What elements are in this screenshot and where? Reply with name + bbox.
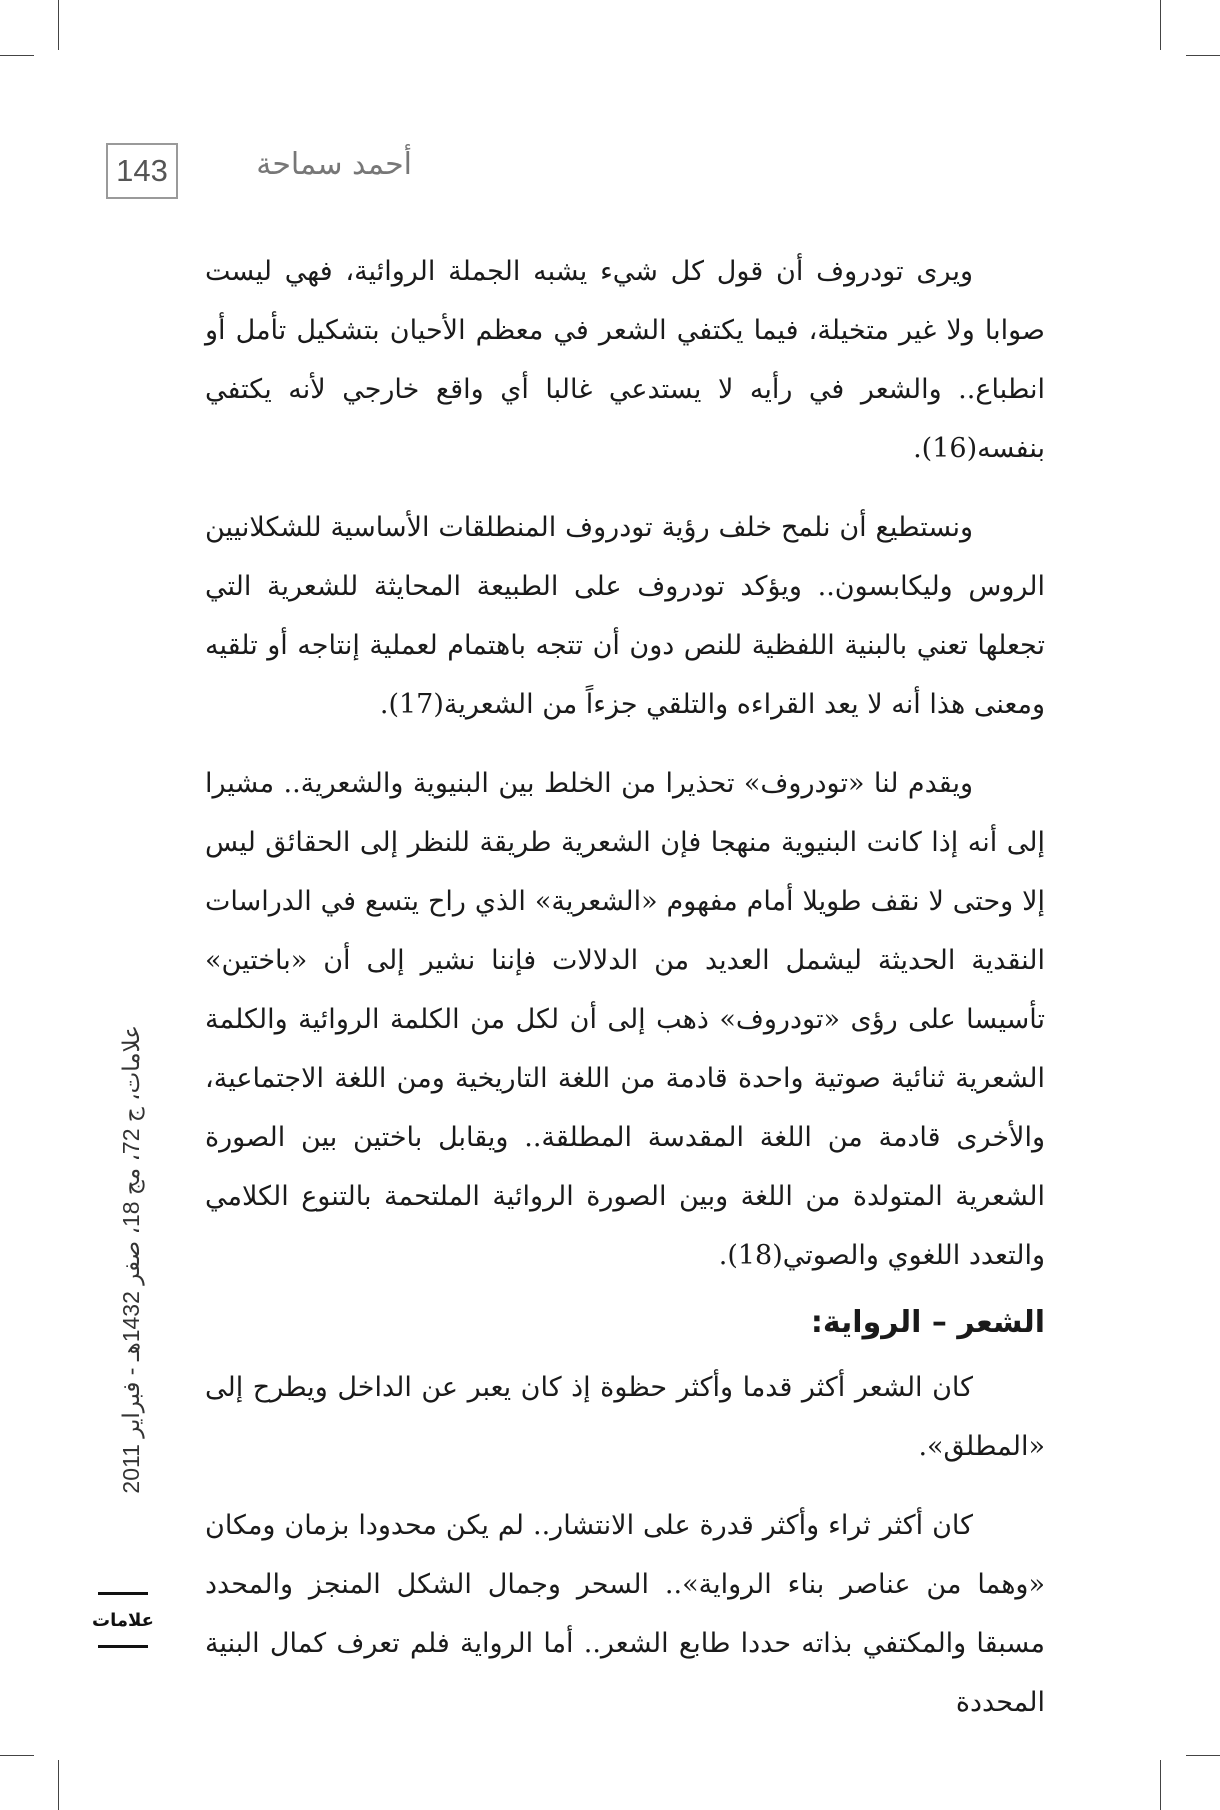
paragraph-text: كان الشعر أكثر قدما وأكثر حظوة إذ كان يعبر عن الداخل ويطرح إلى «المطلق».	[205, 1372, 1045, 1462]
paragraph	[205, 1358, 1045, 1476]
crop-mark	[58, 0, 59, 50]
crop-mark	[1186, 1755, 1220, 1756]
body-text	[205, 242, 1045, 1752]
paragraph-text: ويرى تودروف أن قول كل شيء يشبه الجملة الروائية، فهي ليست صوابا ولا غير متخيلة، فيما يكتفي الشعر في معظم الأحيان بتشكيل تأمل أو انطباع.. والشعر في رأيه لا يستدعي غالبا أي واقع خارجي لأنه يكتفي بنفسه(16).	[205, 256, 1045, 464]
paragraph-text: ونستطيع أن نلمح خلف رؤية تودروف المنطلقات الأساسية للشكلانيين الروس وليكابسون.. ويؤكد تودروف على الطبيعة المحايثة للشعرية التي تجعلها تعني بالبنية اللفظية للنص دون أن تتجه باهتمام لعملية إنتاجه أو تلقيه ومعنى هذا أنه لا يعد القراءه والتلقي جزءاً من الشعرية(17).	[205, 512, 1045, 720]
section-heading: الشعر – الرواية:	[810, 1305, 1045, 1340]
paragraph-text: ويقدم لنا «تودروف» تحذيرا من الخلط بين البنيوية والشعرية.. مشيرا إلى أنه إذا كانت البنيوية منهجا فإن الشعرية طريقة للنظر إلى الحقائق ليس إلا وحتى لا نقف طويلا أمام مفهوم «الشعرية» الذي راح يتسع في الدراسات النقدية الحديثة ليشمل العديد من الدلالات فإننا نشير إلى أن «باختين» تأسيسا على رؤى «تودروف» ذهب إلى أن لكل من الكلمة الروائية والكلمة الشعرية ثنائية صوتية واحدة قادمة من اللغة التاريخية ومن اللغة الاجتماعية، والأخرى قادمة من اللغة المقدسة المطلقة.. ويقابل باختين بين الصورة الشعرية المتولدة من اللغة وبين الصورة الروائية الملتحمة بالتنوع الكلامي والتعدد اللغوي والصوتي(18).	[205, 768, 1045, 1271]
crop-mark	[1160, 1760, 1161, 1810]
page-number: 143	[106, 143, 178, 199]
crop-mark	[0, 1755, 34, 1756]
journal-logo: علامات	[98, 1592, 148, 1648]
running-header-author: أحمد سماحة	[256, 147, 412, 182]
paragraph	[205, 1496, 1045, 1732]
crop-mark	[1186, 55, 1220, 56]
crop-mark	[58, 1760, 59, 1810]
paragraph-text: كان أكثر ثراء وأكثر قدرة على الانتشار.. لم يكن محدودا بزمان ومكان «وهما من عناصر بناء الرواية».. السحر وجمال الشكل المنجز والمحدد مسبقا والمكتفي بذاته حددا طابع الشعر.. أما الرواية فلم تعرف كمال البنية المحددة	[205, 1510, 1045, 1718]
paragraph	[205, 242, 1045, 478]
paragraph	[205, 754, 1045, 1285]
journal-info-strip: علامات، ج 72، مج 18، صفر 1432هـ - فبراير 2011	[118, 1025, 144, 1494]
crop-mark	[1160, 0, 1161, 50]
crop-mark	[0, 55, 34, 56]
paragraph	[205, 498, 1045, 734]
